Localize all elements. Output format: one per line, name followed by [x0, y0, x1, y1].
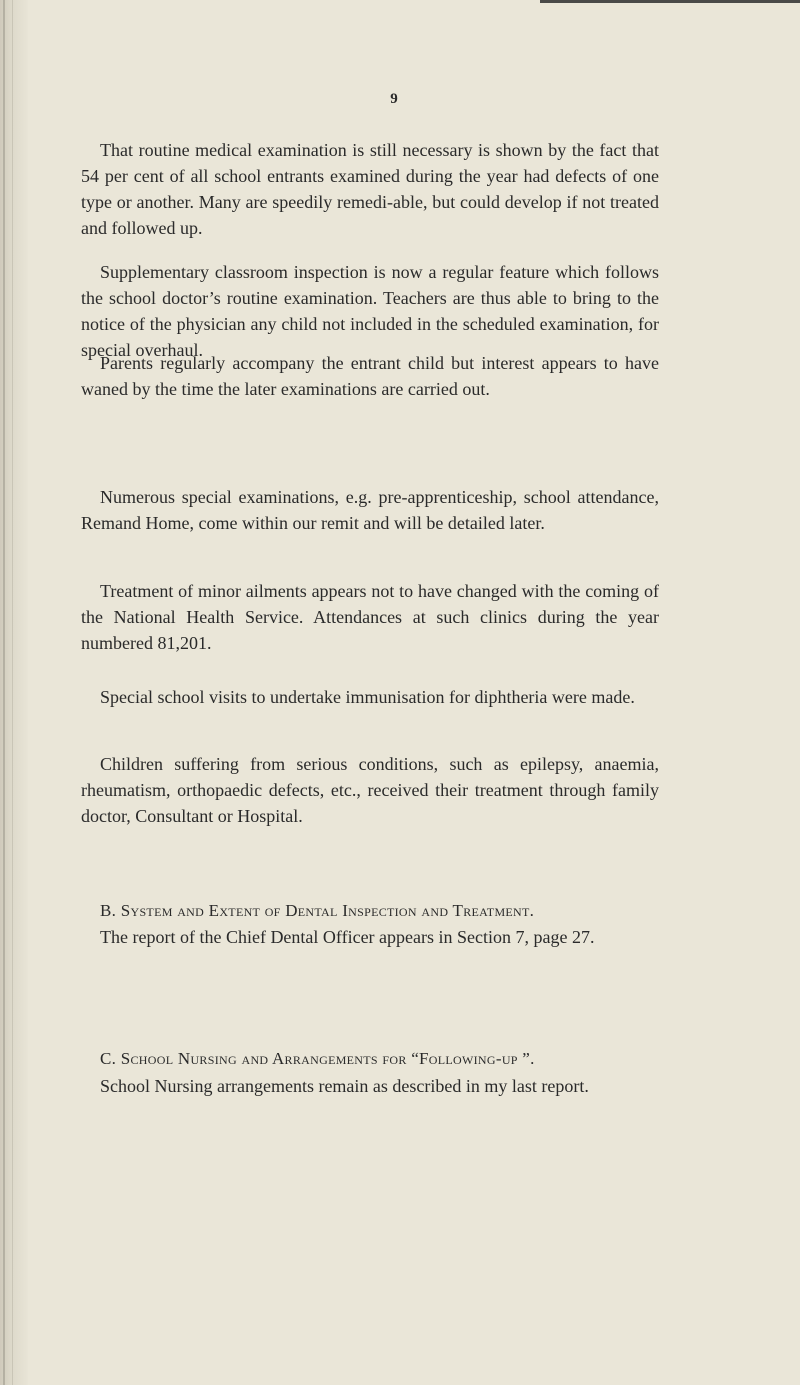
paragraph-routine-examination: That routine medical examination is still necessary is shown by the fact that 54 per cent of all school entrants examined during the year had defects of one type or another. Many are speedily remedi-able, but could develop if not treated and followed up. [81, 140, 659, 238]
page-edge-line-inner [12, 0, 13, 1385]
paragraph-special-examinations: Numerous special examinations, e.g. pre-apprenticeship, school attendance, Remand Home, come within our remit and will be detailed later. [81, 487, 659, 533]
section-c-body: School Nursing arrangements remain as described in my last report. [100, 1076, 589, 1096]
paragraph-parents-attendance: Parents regularly accompany the entrant child but interest appears to have waned by the time the later examinations are carried out. [81, 353, 659, 399]
paragraph-serious-conditions: Children suffering from serious conditions, such as epilepsy, anaemia, rheumatism, orthopaedic defects, etc., received their treatment through family doctor, Consultant or Hospital. [81, 754, 659, 826]
page-number: 9 [390, 91, 398, 107]
section-b-heading: B. System and Extent of Dental Inspection and Treatment. [100, 901, 535, 920]
paragraph-classroom-inspection: Supplementary classroom inspection is now a regular feature which follows the school doctor’s routine examination. Teachers are thus able to bring to the notice of the physician any child not included in the scheduled examination, for special overhaul. [81, 262, 659, 360]
section-b-body: The report of the Chief Dental Officer appears in Section 7, page 27. [100, 927, 595, 947]
page-edge-line [3, 0, 5, 1385]
paragraph-minor-ailments: Treatment of minor ailments appears not to have changed with the coming of the National Health Service. Attendances at such clinics during the year numbered 81,201. [81, 581, 659, 653]
section-c-heading: C. School Nursing and Arrangements for “Following-up ”. [100, 1049, 535, 1068]
paragraph-immunisation: Special school visits to undertake immunisation for diphtheria were made. [100, 687, 635, 707]
top-edge-rule [540, 0, 800, 3]
